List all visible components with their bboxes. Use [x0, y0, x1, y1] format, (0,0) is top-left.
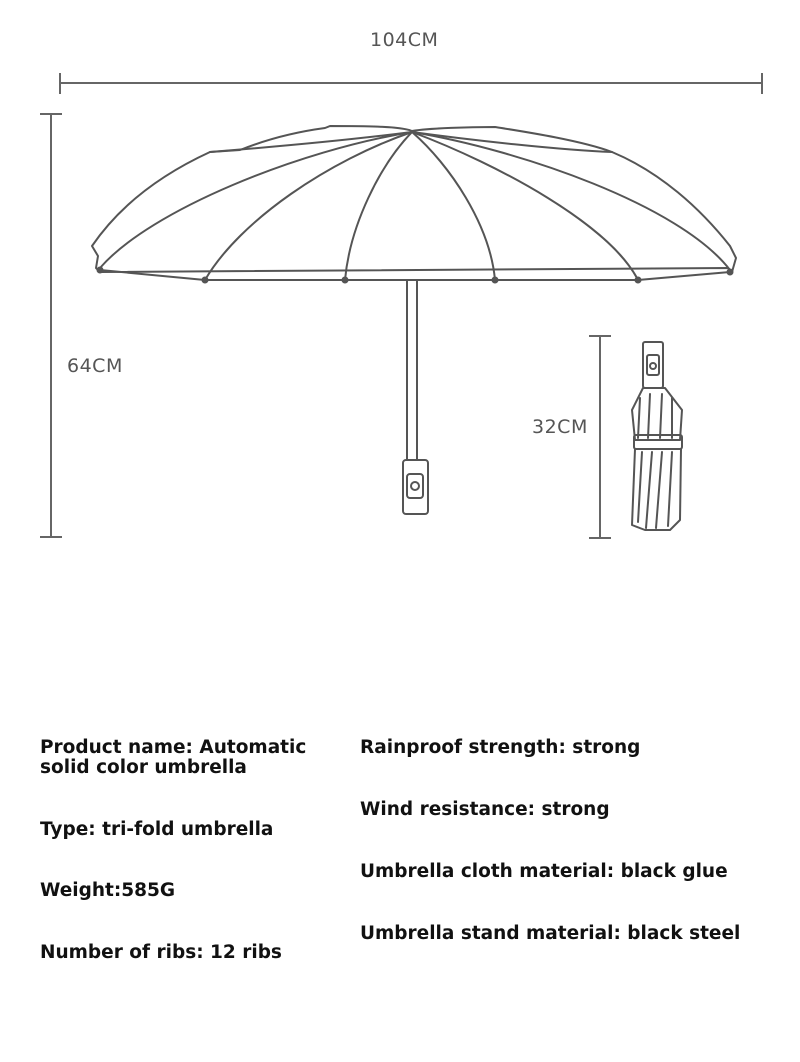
folded-dimension-line	[589, 336, 611, 538]
spec-weight: Weight:585G	[40, 880, 176, 901]
rib	[210, 132, 412, 152]
spec-wind-resistance: Wind resistance: strong	[360, 799, 610, 820]
width-dimension-line	[60, 73, 762, 94]
spec-product-name-line1: Product name: Automatic	[40, 737, 307, 758]
spec-rainproof: Rainproof strength: strong	[360, 737, 641, 758]
rib	[412, 132, 495, 280]
folded-dimension-label: 32CM	[532, 416, 588, 438]
spec-stand-material: Umbrella stand material: black steel	[360, 923, 741, 944]
width-dimension-label: 104CM	[370, 29, 439, 51]
shaft	[407, 280, 417, 460]
spec-ribs: Number of ribs: 12 ribs	[40, 942, 282, 963]
open-umbrella	[92, 126, 736, 514]
rib	[100, 132, 412, 268]
canopy-outline	[92, 126, 736, 272]
spec-type: Type: tri-fold umbrella	[40, 819, 274, 840]
rib	[412, 132, 638, 280]
rib	[412, 132, 612, 152]
height-dimension-line	[40, 114, 62, 537]
rib	[412, 132, 730, 270]
spec-product-name-line2: solid color umbrella	[40, 757, 247, 778]
spec-product-name	[40, 738, 306, 778]
spec-cloth-material: Umbrella cloth material: black glue	[360, 861, 728, 882]
rib	[205, 132, 412, 280]
folded-umbrella	[632, 342, 682, 530]
rib	[345, 132, 412, 280]
folded-strap	[634, 435, 682, 449]
height-dimension-label: 64CM	[67, 355, 123, 377]
